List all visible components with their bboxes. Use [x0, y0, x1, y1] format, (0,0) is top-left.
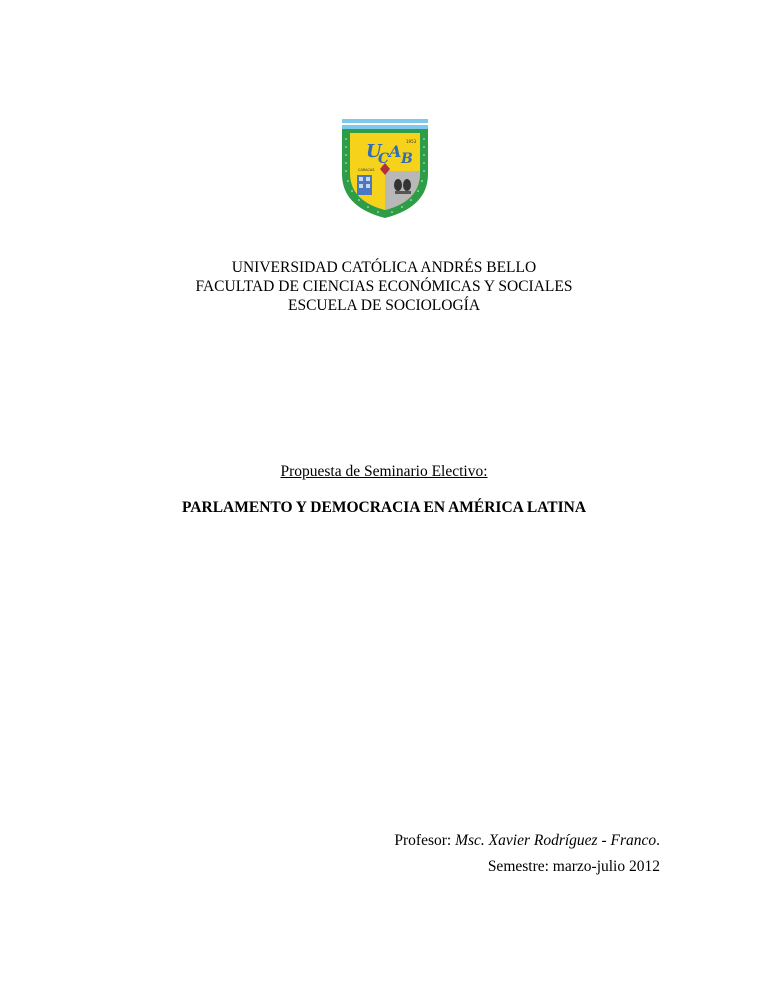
logo-top-band-white: [342, 123, 428, 125]
svg-text:1953: 1953: [406, 139, 417, 144]
proposal-label-row: [0, 462, 768, 481]
svg-text:U: U: [366, 141, 382, 162]
institution-heading: [0, 258, 768, 315]
professor-line: [394, 831, 660, 850]
svg-text:A: A: [389, 142, 402, 161]
proposal-label: Propuesta de Seminario Electivo:: [280, 463, 488, 480]
professor-suffix: .: [656, 832, 660, 849]
logo-top-band-1: [342, 119, 428, 123]
semester-line: Semestre: marzo-julio 2012: [487, 858, 660, 875]
school-name: ESCUELA DE SOCIOLOGÍA: [287, 297, 481, 314]
professor-name: Msc. Xavier Rodríguez - Franco: [455, 832, 657, 849]
svg-text:CARACAS: CARACAS: [358, 168, 375, 172]
ucab-crest-icon: [340, 119, 430, 219]
faculty-name: FACULTAD DE CIENCIAS ECONÓMICAS Y SOCIALES: [195, 278, 573, 295]
svg-text:B: B: [401, 151, 413, 167]
logo-top-band-2: [342, 125, 428, 129]
university-name: UNIVERSIDAD CATÓLICA ANDRÉS BELLO: [231, 259, 537, 276]
professor-label: Profesor:: [394, 832, 456, 849]
seminar-title: PARLAMENTO Y DEMOCRACIA EN AMÉRICA LATINA: [181, 499, 587, 516]
svg-text:C: C: [378, 151, 390, 167]
